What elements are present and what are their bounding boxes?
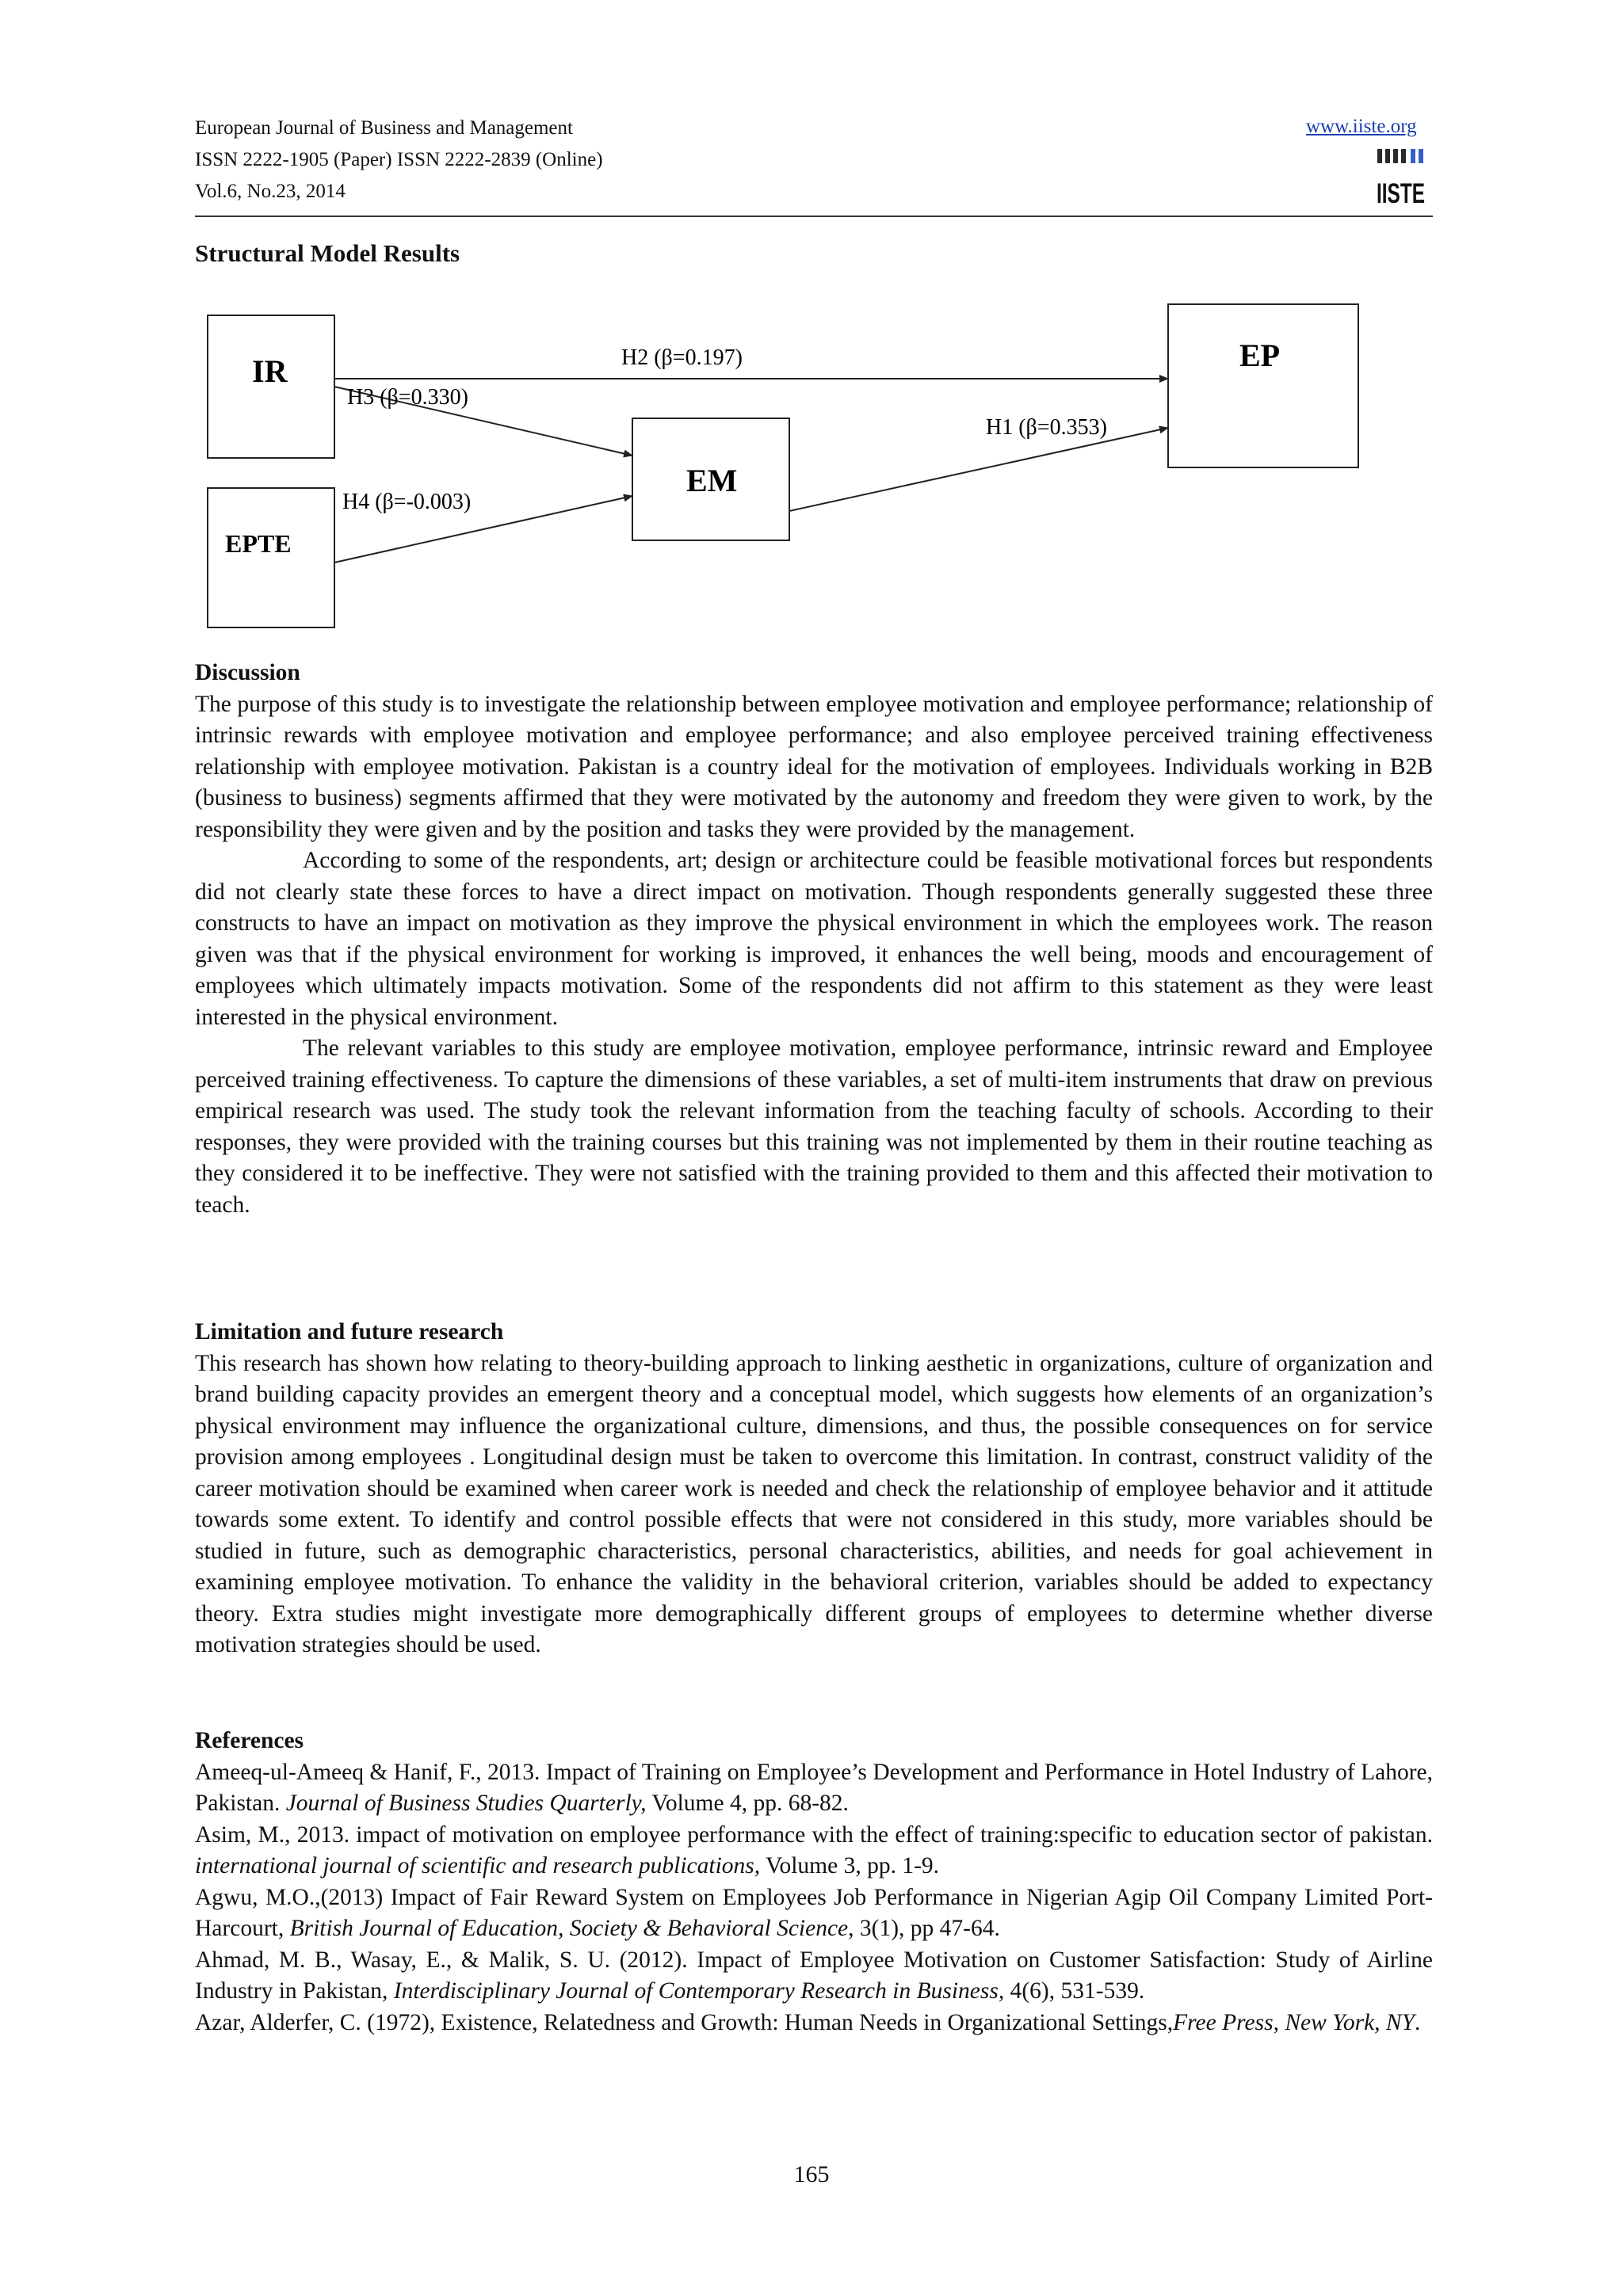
references-section <box>195 1726 1433 2039</box>
construct-label-ir: IR <box>252 353 288 389</box>
reference-source: Journal of Business Studies Quarterly, <box>285 1791 647 1816</box>
diagram-section-title: Structural Model Results <box>195 239 460 267</box>
reference-item <box>195 1820 1433 1882</box>
header-rule <box>195 215 1433 217</box>
running-header <box>195 113 603 208</box>
reference-tail: Volume 3, pp. 1-9. <box>760 1853 940 1878</box>
structural-model-diagram <box>195 293 1433 642</box>
path-label-h3: H3 (β=0.330) <box>347 385 468 410</box>
reference-text: Azar, Alderfer, C. (1972), Existence, Relatedness and Growth: Human Needs in Organizational Settings, <box>195 2009 1174 2035</box>
references-heading: References <box>195 1728 304 1753</box>
reference-tail: 4(6), 531-539. <box>1004 1978 1145 2004</box>
discussion-paragraph-2: According to some of the respondents, art; design or architecture could be feasible motivational forces but respondents did not clearly state these forces to have a direct impact on motivation. Though respondents generally suggested these three constructs to have an impact on motivation as they improve the physical environment in which the employees work. The reason given was that if the physical environment for working is improved, it enhances the well being, moods and encouragement of employees which ultimately impacts motivation. Some of the respondents did not affirm to this statement as they were least interested in the physical environment. <box>195 848 1433 1030</box>
construct-box-epte <box>208 488 334 627</box>
reference-source: international journal of scientific and research publications, <box>195 1853 761 1878</box>
limitation-section <box>195 1317 1433 1661</box>
limitation-heading: Limitation and future research <box>195 1319 504 1344</box>
reference-tail: , 3(1), pp 47-64. <box>848 1916 1000 1941</box>
reference-tail: . <box>1415 2009 1421 2035</box>
discussion-heading: Discussion <box>195 660 300 685</box>
journal-url-link[interactable]: www.iiste.org <box>1306 116 1417 137</box>
path-label-h1: H1 (β=0.353) <box>986 415 1107 440</box>
page-number: 165 <box>793 2161 830 2187</box>
reference-text: Asim, M., 2013. impact of motivation on employee performance with the effect of training:specific to education sector of pakistan. <box>195 1821 1433 1848</box>
construct-label-em: EM <box>686 463 738 498</box>
issn-line: ISSN 2222-1905 (Paper) ISSN 2222-2839 (Online) <box>195 149 603 170</box>
reference-source: Interdisciplinary Journal of Contemporary Research in Business, <box>393 1978 1005 2004</box>
reference-text: Ahmad, M. B., Wasay, E., & Malik, S. U. (2012). Impact of Employee Motivation on Customer Satisfaction: Study of Airline Industry in Pakistan, <box>195 1947 1433 2004</box>
path-em-to-ep <box>789 428 1168 511</box>
reference-item <box>195 1757 1433 1820</box>
reference-source: British Journal of Education, Society & Behavioral Science <box>289 1916 849 1941</box>
reference-tail: Volume 4, pp. 68-82. <box>646 1791 849 1816</box>
reference-item <box>195 1882 1433 1945</box>
reference-text: Ameeq-ul-Ameeq & Hanif, F., 2013. Impact of Training on Employee’s Development and Performance in Hotel Industry of Lahore, Pakistan. <box>195 1759 1433 1816</box>
volume-line: Vol.6, No.23, 2014 <box>195 181 346 202</box>
construct-label-epte: EPTE <box>225 529 292 558</box>
construct-label-ep: EP <box>1239 338 1281 373</box>
discussion-section <box>195 658 1433 1221</box>
logo-text: IISTE <box>1377 178 1425 209</box>
journal-name: European Journal of Business and Management <box>195 117 573 139</box>
path-label-h4: H4 (β=-0.003) <box>342 490 472 514</box>
limitation-paragraph: This research has shown how relating to theory-building approach to linking aesthetic in organizations, culture of organization and brand building capacity provides an emergent theory and a conceptual model, which suggests how elements of an organization’s physical environment may influence the organizational culture, dimensions, and thus, the possible consequences on for service provision among employees . Longitudinal design must be taken to overcome this limitation. In contrast, construct validity of the career motivation should be examined when career work is needed and check the relationship of employee behavior and it attitude towards some extent. To identify and control possible effects that were not considered in this study, more variables should be studied in future, such as demographic characteristics, personal characteristics, abilities, and needs for goal achievement in examining employee motivation. To enhance the validity in the behavioral criterion, variables should be added to expectancy theory. Extra studies might investigate more demographically different groups of employees to determine whether diverse motivation strategies should be used. <box>195 1350 1433 1657</box>
construct-box-ep <box>1168 304 1358 467</box>
reference-item <box>195 1945 1433 2008</box>
path-label-h2: H2 (β=0.197) <box>621 345 743 370</box>
reference-item <box>195 2008 1433 2039</box>
discussion-paragraph-1: The purpose of this study is to investigate the relationship between employee motivation and employee performance; relationship of intrinsic rewards with employee motivation and employee performance; and also employee perceived training effectiveness relationship with employee motivation. Pakistan is a country ideal for the motivation of employees. Individuals working in B2B (business to business) segments affirmed that they were motivated by the autonomy and freedom they were given to work, by the responsibility they were given and by the position and tasks they were provided by the management. <box>195 691 1433 842</box>
reference-text: Agwu, M.O.,(2013) Impact of Fair Reward System on Employees Job Performance in Nigerian Agip Oil Company Limited Port-Harcourt, <box>195 1884 1433 1941</box>
discussion-paragraph-3: The relevant variables to this study are employee motivation, employee performance, intrinsic reward and Employee perceived training effectiveness. To capture the dimensions of these variables, a set of multi-item instruments that draw on previous empirical research was used. The study took the relevant information from the teaching faculty of schools. According to their responses, they were provided with the training courses but this training was not implemented by them in their routine teaching as they considered it to be ineffective. They were not satisfied with the training provided to them and this affected their motivation to teach. <box>195 1035 1433 1218</box>
iiste-logo <box>1376 147 1426 209</box>
reference-source: Free Press, New York, NY <box>1173 2009 1415 2035</box>
